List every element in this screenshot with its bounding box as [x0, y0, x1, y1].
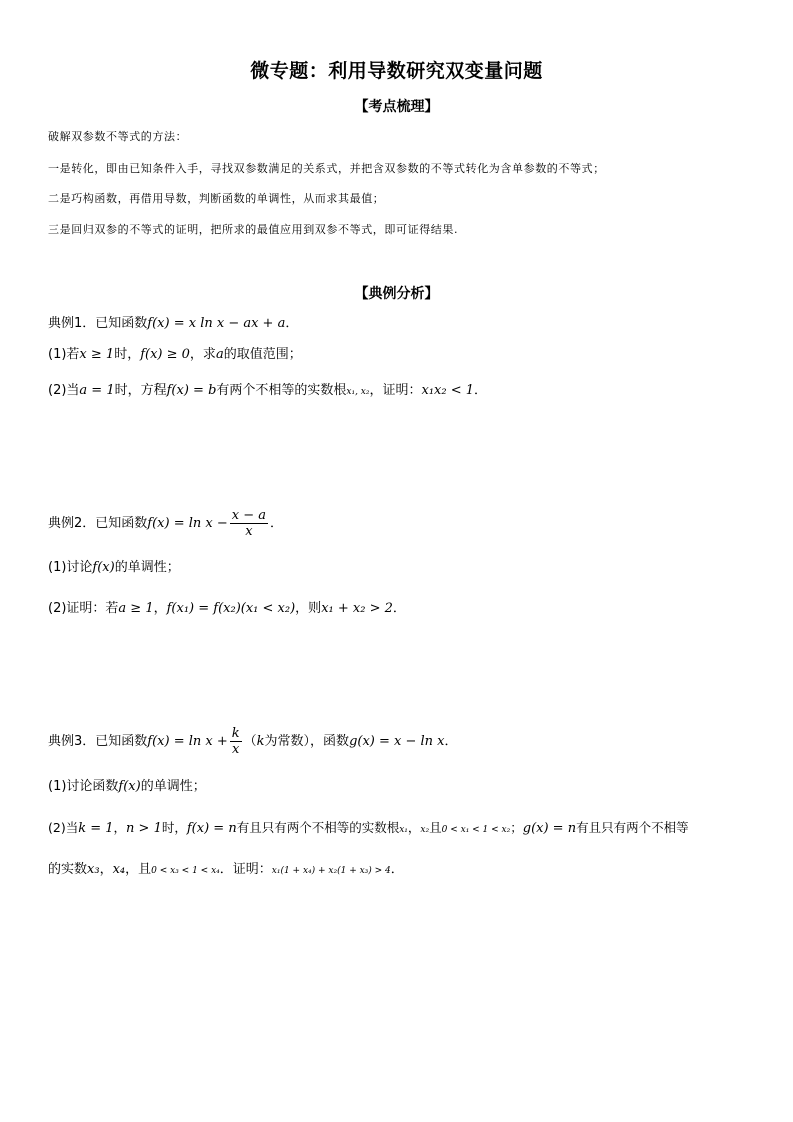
- key-point-line: 三是回归双参的不等式的证明，把所求的最值应用到双参不等式，即可证得结果.: [48, 223, 459, 236]
- key-point-line: 二是巧构函数，再借用导数，判断函数的单调性，从而求其最值；: [48, 192, 385, 205]
- key-point-line: 一是转化，即由已知条件入手，寻找双参数满足的关系式，并把含双参数的不等式转化为含单参数的不等式；: [48, 162, 605, 175]
- example3-part2-line1: (2)当k = 1，n > 1时，f(x) = n有且只有两个不相等的实数根x₁，x₂且0 < x₁ < 1 < x₂；g(x) = n有且只有两个不相等: [48, 820, 689, 836]
- example2-part2: (2)证明：若a ≥ 1，f(x₁) = f(x₂)(x₁ < x₂)，则x₁ + x₂ > 2．: [48, 601, 406, 616]
- fraction: $\frac{k}{x}$: [231, 726, 240, 757]
- example1-part1: (1)若x ≥ 1时，f(x) ≥ 0，求a的取值范围；: [48, 347, 302, 362]
- example3-statement: 典例3．已知函数f(x) = ln x + $\frac{k}{x}$ （k为常数），函数g(x) = x − ln x．: [48, 726, 458, 757]
- example1-part2: (2)当a = 1时，方程f(x) = b有两个不相等的实数根x₁, x₂，证明：x₁x₂ < 1．: [48, 383, 488, 398]
- example2-statement: 典例2．已知函数f(x) = ln x − $\frac{x - a}{x}$ ．: [48, 508, 284, 539]
- formula: f(x) = x ln x − ax + a: [147, 316, 286, 331]
- example1-statement: 典例1．已知函数f(x) = x ln x − ax + a．: [48, 316, 299, 331]
- fraction: $\frac{x - a}{x}$: [231, 508, 266, 539]
- page-title: 微专题：利用导数研究双变量问题: [250, 60, 543, 82]
- example3-part2-line2: 的实数x₃，x₄，且0 < x₃ < 1 < x₄．证明：x₁(1 + x₄) + x₂(1 + x₃) > 4．: [48, 862, 404, 877]
- key-points-heading: 【考点梳理】: [354, 99, 439, 115]
- key-point-line: 破解双参数不等式的方法：: [48, 130, 188, 143]
- example3-part1: (1)讨论函数f(x)的单调性；: [48, 779, 206, 794]
- examples-heading: 【典例分析】: [354, 286, 439, 302]
- example2-part1: (1)讨论f(x)的单调性；: [48, 560, 180, 575]
